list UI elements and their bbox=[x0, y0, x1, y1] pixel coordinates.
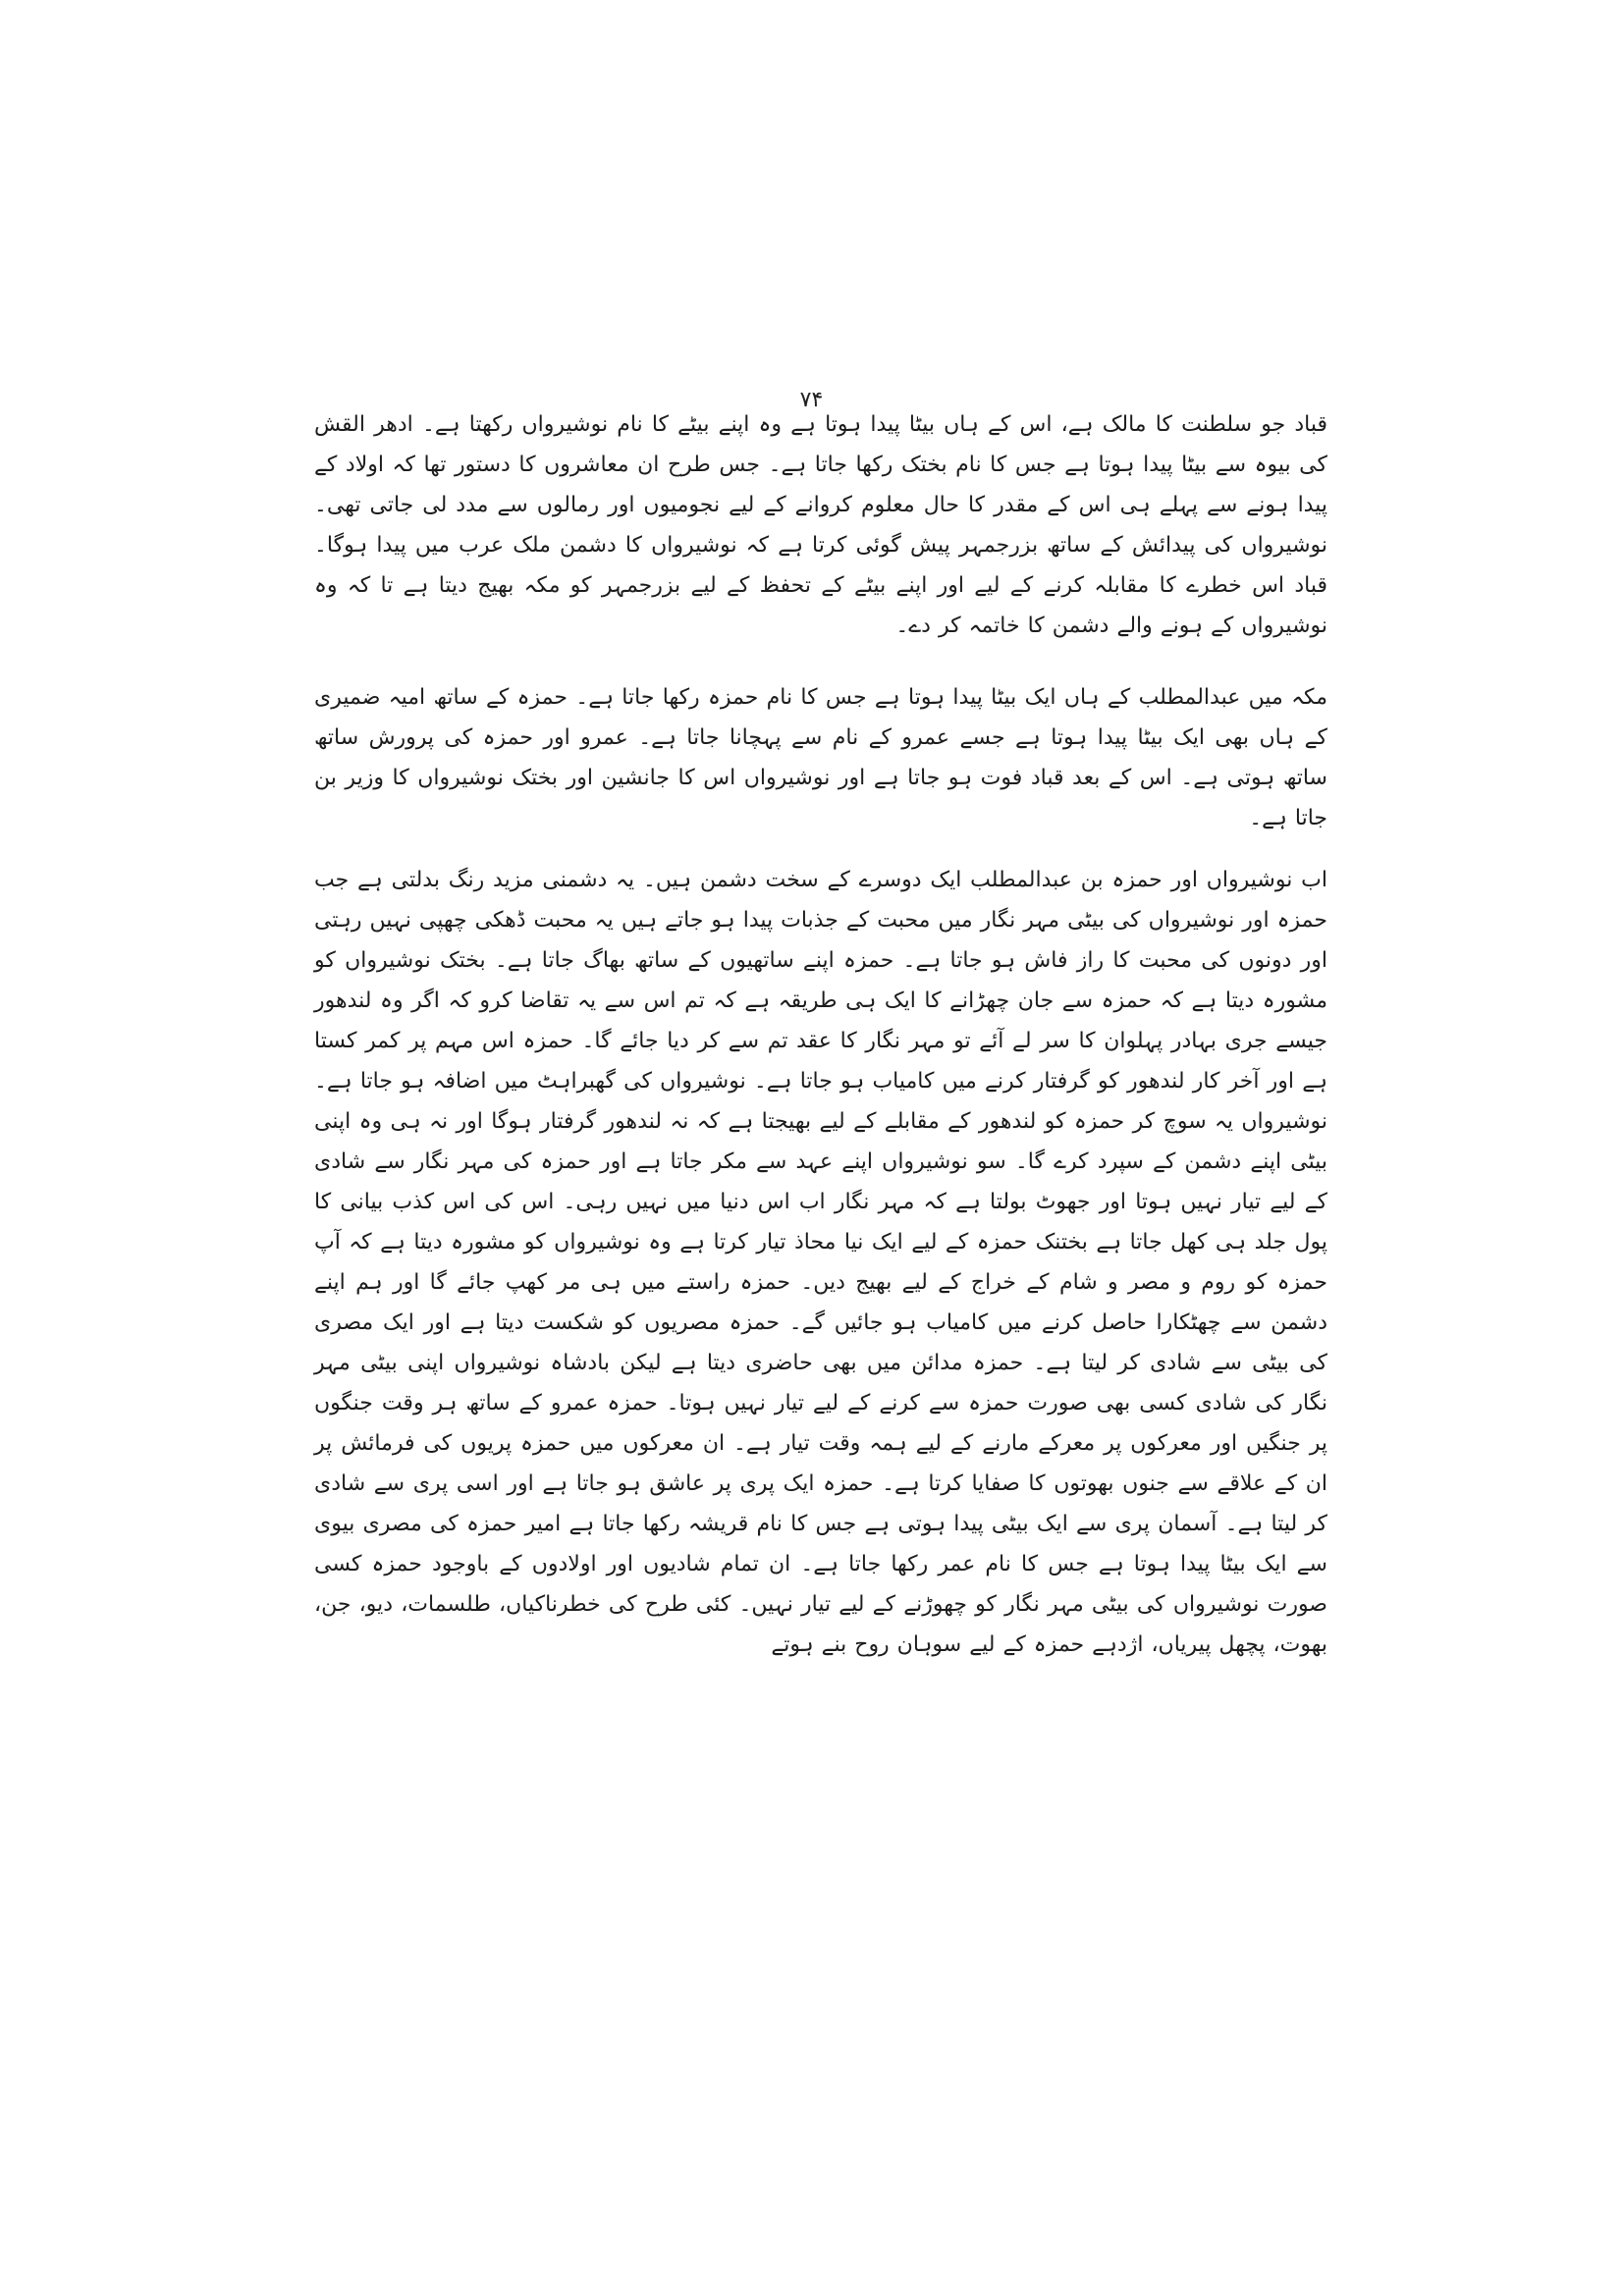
page-number: ۷۴ bbox=[799, 388, 824, 412]
body-text bbox=[314, 404, 1327, 1665]
paragraph-1: قباد جو سلطنت کا مالک ہے، اس کے ہاں بیٹا پیدا ہوتا ہے وہ اپنے بیٹے کا نام نوشیرواں رکھتا ہے۔ ادھر القش کی بیوہ سے بیٹا پیدا ہوتا ہے جس کا نام بختک رکھا جاتا ہے۔ جس طرح ان معاشروں کا دستور تھا کہ اولاد کے پیدا ہونے سے پہلے ہی اس کے مقدر کا حال معلوم کروانے کے لیے نجومیوں اور رمالوں سے مدد لی جاتی تھی۔ نوشیرواں کی پیدائش کے ساتھ بزرجمہر پیش گوئی کرتا ہے کہ نوشیرواں کا دشمن ملک عرب میں پیدا ہوگا۔ قباد اس خطرے کا مقابلہ کرنے کے لیے اور اپنے بیٹے کے تحفظ کے لیے بزرجمہر کو مکہ بھیج دیتا ہے تا کہ وہ نوشیرواں کے ہونے والے دشمن کا خاتمہ کر دے۔ bbox=[314, 412, 1327, 638]
paragraph-2: مکہ میں عبدالمطلب کے ہاں ایک بیٹا پیدا ہوتا ہے جس کا نام حمزہ رکھا جاتا ہے۔ حمزہ کے ساتھ امیہ ضمیری کے ہاں بھی ایک بیٹا پیدا ہوتا ہے جسے عمرو کے نام سے پہچانا جاتا ہے۔ عمرو اور حمزہ کی پرورش ساتھ ساتھ ہوتی ہے۔ اس کے بعد قباد فوت ہو جاتا ہے اور نوشیرواں اس کا جانشین اور بختک نوشیرواں کا وزیر بن جاتا ہے۔ bbox=[314, 685, 1327, 830]
paragraph-3: اب نوشیرواں اور حمزہ بن عبدالمطلب ایک دوسرے کے سخت دشمن ہیں۔ یہ دشمنی مزید رنگ بدلتی ہے جب حمزہ اور نوشیرواں کی بیٹی مہر نگار میں محبت کے جذبات پیدا ہو جاتے ہیں یہ محبت ڈھکی چھپی نہیں رہتی اور دونوں کی محبت کا راز فاش ہو جاتا ہے۔ حمزہ اپنے ساتھیوں کے ساتھ بھاگ جاتا ہے۔ بختک نوشیرواں کو مشورہ دیتا ہے کہ حمزہ سے جان چھڑانے کا ایک ہی طریقہ ہے کہ تم اس سے یہ تقاضا کرو کہ اگر وہ لندھور جیسے جری بہادر پہلوان کا سر لے آئے تو مہر نگار کا عقد تم سے کر دیا جائے گا۔ حمزہ اس مہم پر کمر کستا ہے اور آخر کار لندھور کو گرفتار کرنے میں کامیاب ہو جاتا ہے۔ نوشیرواں کی گھبراہٹ میں اضافہ ہو جاتا ہے۔ نوشیرواں یہ سوچ کر حمزہ کو لندھور کے مقابلے کے لیے بھیجتا ہے کہ نہ لندھور گرفتار ہوگا اور نہ ہی وہ اپنی بیٹی اپنے دشمن کے سپرد کرے گا۔ سو نوشیرواں اپنے عہد سے مکر جاتا ہے اور حمزہ کی مہر نگار سے شادی کے لیے تیار نہیں ہوتا اور جھوٹ بولتا ہے کہ مہر نگار اب اس دنیا میں نہیں رہی۔ اس کی اس کذب بیانی کا پول جلد ہی کھل جاتا ہے بختنک حمزہ کے لیے ایک نیا محاذ تیار کرتا ہے وہ نوشیرواں کو مشورہ دیتا ہے کہ آپ حمزہ کو روم و مصر و شام کے خراج کے لیے بھیج دیں۔ حمزہ راستے میں ہی مر کھپ جائے گا اور ہم اپنے دشمن سے چھٹکارا حاصل کرنے میں کامیاب ہو جائیں گے۔ حمزہ مصریوں کو شکست دیتا ہے اور ایک مصری کی بیٹی سے شادی کر لیتا ہے۔ حمزہ مدائن میں بھی حاضری دیتا ہے لیکن بادشاہ نوشیرواں اپنی بیٹی مہر نگار کی شادی کسی بھی صورت حمزہ سے کرنے کے لیے تیار نہیں ہوتا۔ حمزہ عمرو کے ساتھ ہر وقت جنگوں پر جنگیں اور معرکوں پر معرکے مارنے کے لیے ہمہ وقت تیار ہے۔ ان معرکوں میں حمزہ پریوں کی فرمائش پر ان کے علاقے سے جنوں بھوتوں کا صفایا کرتا ہے۔ حمزہ ایک پری پر عاشق ہو جاتا ہے اور اسی پری سے شادی کر لیتا ہے۔ آسمان پری سے ایک بیٹی پیدا ہوتی ہے جس کا نام قریشہ رکھا جاتا ہے امیر حمزہ کی مصری بیوی سے ایک بیٹا پیدا ہوتا ہے جس کا نام عمر رکھا جاتا ہے۔ ان تمام شادیوں اور اولادوں کے باوجود حمزہ کسی صورت نوشیرواں کی بیٹی مہر نگار کو چھوڑنے کے لیے تیار نہیں۔ کئی طرح کی خطرناکیاں، طلسمات، دیو، جن، بھوت، پچھل پیریاں، اژدہے حمزہ کے لیے سوہان روح بنے ہوتے bbox=[314, 868, 1327, 1657]
